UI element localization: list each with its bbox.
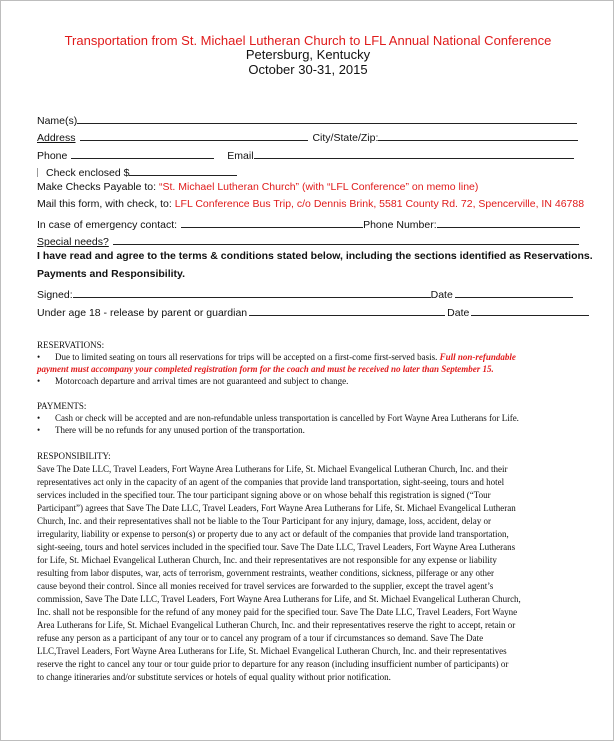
guardian-date-field[interactable] xyxy=(471,304,589,316)
responsibility-line: for Life, St. Michael Evangelical Lutheran Church, Inc. and their representatives are not responsible for any expense or liability xyxy=(37,555,497,565)
reservations-b1-text: Due to limited seating on tours all reservations for trips will be accepted on a first-come first-served basis. xyxy=(55,352,440,362)
mail-prefix: Mail this form, with check, to: xyxy=(37,198,175,210)
bullet-icon: • xyxy=(37,376,41,386)
city-state-zip-field[interactable] xyxy=(378,129,578,141)
phone-label: Phone xyxy=(37,150,68,162)
emergency-row xyxy=(37,216,580,231)
payments-bullet-2 xyxy=(37,424,597,437)
responsibility-line: sight-seeing, tours and hotel services included in the specified tour. Save The Date LLC, Travel Leaders, Fort Wayne Area Lutherans xyxy=(37,542,516,552)
responsibility-line: services included in the specified tour. The tour participant signing above or on whose behalf this registration is signed (“Tour xyxy=(37,490,491,500)
emergency-phone-field[interactable] xyxy=(437,216,580,228)
agreement-text: I have read and agree to the terms & conditions stated below, including the sections identified as Reservations. xyxy=(37,250,593,262)
responsibility-line: refuse any person as a participant of any tour or to cancel any program of a tour if circumstances so demand. Save The Date xyxy=(37,633,484,643)
responsibility-line: Save The Date LLC, Travel Leaders, Fort Wayne Area Lutherans for Life, St. Michael Evangelical Lutheran Church, Inc. and their xyxy=(37,464,508,474)
responsibility-line: commission, Save The Date LLC, Travel Leaders, Fort Wayne Area Lutherans for Life, and St. Michael Evangelical Lutheran Church, xyxy=(37,594,521,604)
email-label: Email xyxy=(227,150,254,162)
document-location: Petersburg, Kentucky xyxy=(245,47,371,62)
responsibility-line: irregularity, liability or expense to person(s) or property due to any act or default of the companies that provide land transportation, xyxy=(37,529,509,539)
payments-heading: PAYMENTS: xyxy=(37,401,87,411)
reservations-bullet-2 xyxy=(37,375,597,388)
special-needs-field[interactable] xyxy=(113,233,579,245)
responsibility-line: cause beyond their control. Since all monies received for travel services are forwarded to the supplier, except the travel agent’s xyxy=(37,581,494,591)
responsibility-line: Inc. shall not be responsible for the refund of any money paid for the specified tour. Save The Date LLC, Travel Leaders, Fort Wayne xyxy=(37,607,518,617)
responsibility-line: representatives act only in the capacity of an agent of the companies that provide land transportation, sight-seeing, tours and hotel xyxy=(37,477,505,487)
bullet-icon: • xyxy=(37,352,41,362)
phone-email-row xyxy=(37,147,574,162)
payable-row xyxy=(37,181,478,193)
responsibility-paragraph xyxy=(37,463,585,684)
address-field[interactable] xyxy=(80,129,308,141)
names-field[interactable] xyxy=(77,112,577,124)
names-row xyxy=(37,112,577,127)
check-enclosed-checkbox[interactable] xyxy=(37,168,44,177)
date-label: Date xyxy=(430,289,453,301)
check-amount-field[interactable] xyxy=(129,164,237,176)
responsibility-heading: RESPONSIBILITY: xyxy=(37,451,111,461)
responsibility-line: Church, Inc. and their representatives shall not be liable to the Tour Participant for any injury, damage, loss, accident, delay or xyxy=(37,516,491,526)
responsibility-line: reserve the right to cancel any tour or tour guide prior to departure for any reason (including insufficient number of participants) or xyxy=(37,659,509,669)
city-label: City/State/Zip: xyxy=(312,132,379,144)
check-label: Check enclosed $ xyxy=(46,167,130,179)
responsibility-line: Area Lutherans for Life, St. Michael Evangelical Lutheran Church, Inc. and their representatives reserve the right to accept, retain or xyxy=(37,620,516,630)
reservations-b1-red-a: Full non-refundable xyxy=(439,352,516,362)
reservations-b1-red-b: payment must accompany your completed registration form for the coach and must be received no later than September 15. xyxy=(37,364,494,374)
reservations-b2-text: Motorcoach departure and arrival times are not guaranteed and subject to change. xyxy=(55,376,349,386)
payments-b1-text: Cash or check will be accepted and are non-refundable unless transportation is cancelled by Fort Wayne Area Lutherans for Life. xyxy=(55,413,519,423)
phone-number-label: Phone Number: xyxy=(363,219,437,231)
agreement-text-2: Payments and Responsibility. xyxy=(37,268,186,280)
check-row xyxy=(37,164,237,179)
date-field[interactable] xyxy=(455,286,573,298)
address-label: Address xyxy=(37,132,76,144)
phone-field[interactable] xyxy=(71,147,214,159)
guardian-label: Under age 18 - release by parent or guardian xyxy=(37,307,248,319)
emergency-contact-field[interactable] xyxy=(181,216,363,228)
special-needs-label: Special needs? xyxy=(37,236,109,248)
mail-value: LFL Conference Bus Trip, c/o Dennis Brink, 5581 County Rd. 72, Spencerville, IN 46788 xyxy=(174,198,585,210)
responsibility-line: Participant”) agrees that Save The Date LLC, Travel Leaders, Fort Wayne Area Lutherans for Life, St. Michael Evangelical Lutheran xyxy=(37,503,516,513)
signed-row xyxy=(37,286,573,301)
payable-prefix: Make Checks Payable to: xyxy=(37,181,159,193)
guardian-row xyxy=(37,304,589,319)
bullet-icon: • xyxy=(37,425,41,435)
mail-row xyxy=(37,198,584,210)
signature-field[interactable] xyxy=(73,286,431,298)
guardian-signature-field[interactable] xyxy=(249,304,445,316)
signed-label: Signed: xyxy=(37,289,73,301)
emergency-label: In case of emergency contact: xyxy=(37,219,178,231)
document-title: Transportation from St. Michael Lutheran Church to LFL Annual National Conference xyxy=(64,33,552,48)
payable-value: “St. Michael Lutheran Church” (with “LFL Conference” on memo line) xyxy=(158,181,479,193)
address-row xyxy=(37,129,578,144)
responsibility-line: LLC,Travel Leaders, Fort Wayne Area Lutherans for Life, St. Michael Evangelical Lutheran Church, Inc. and their representatives xyxy=(37,646,507,656)
payments-b2-text: There will be no refunds for any unused portion of the transportation. xyxy=(55,425,305,435)
document-dates: October 30-31, 2015 xyxy=(248,62,368,77)
responsibility-line: resulting from labor disputes, war, acts of terrorism, government restraints, weather conditions, sickness, pilferage or any other xyxy=(37,568,495,578)
email-field[interactable] xyxy=(254,147,574,159)
bullet-icon: • xyxy=(37,413,41,423)
names-label: Name(s) xyxy=(37,115,78,127)
special-needs-row xyxy=(37,233,579,248)
reservations-heading: RESERVATIONS: xyxy=(37,340,105,350)
guardian-date-label: Date xyxy=(447,307,470,319)
responsibility-line: to change itineraries and/or substitute services or hotels of equal quality without prior notification. xyxy=(37,672,391,682)
